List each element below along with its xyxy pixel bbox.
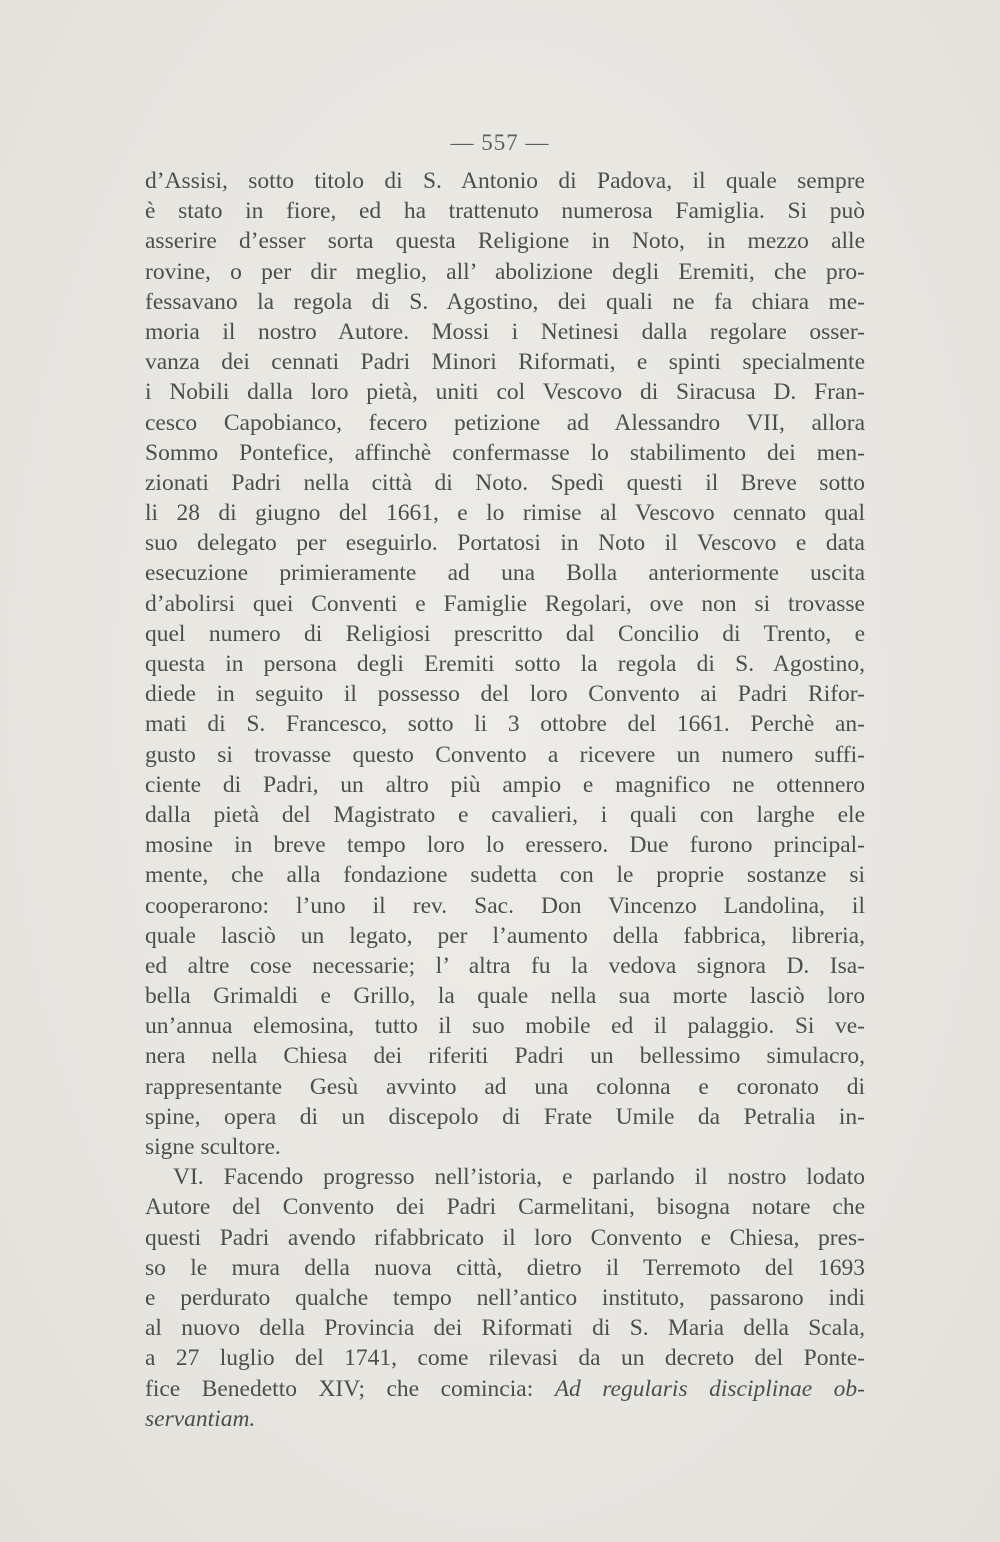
text-line: e perdurato qualche tempo nell’antico instituto, passarono indi <box>145 1284 865 1311</box>
text-line: dalla pietà del Magistrato e cavalieri, i quali con larghe ele <box>145 801 865 828</box>
text-line: un’annua elemosina, tutto il suo mobile ed il palaggio. Si ve- <box>145 1013 865 1040</box>
text-line: mente, che alla fondazione sudetta con le proprie sostanze si <box>145 862 865 889</box>
text-line: ciente di Padri, un altro più ampio e magnifico ne ottennero <box>145 771 865 798</box>
text-line: li 28 di giugno del 1661, e lo rimise al Vescovo cennato qual <box>145 500 865 527</box>
text-line: nera nella Chiesa dei riferiti Padri un bellessimo simulacro, <box>145 1043 865 1070</box>
body-text <box>145 166 865 1434</box>
text-line: so le mura della nuova città, dietro il Terremoto del 1693 <box>145 1254 865 1281</box>
text-line: asserire d’esser sorta questa Religione in Noto, in mezzo alle <box>145 228 865 255</box>
text-line: vanza dei cennati Padri Minori Riformati, e spinti specialmente <box>145 349 865 376</box>
text-line: spine, opera di un discepolo di Frate Umile da Petralia in- <box>145 1103 865 1130</box>
text-line-with-italic <box>145 1374 865 1404</box>
text-line: diede in seguito il possesso del loro Convento ai Padri Rifor- <box>145 681 865 708</box>
text-line: esecuzione primieramente ad una Bolla anteriormente uscita <box>145 560 865 587</box>
text-segment: fice Benedetto XIV; che comincia: <box>145 1375 555 1402</box>
text-line: quale lasciò un legato, per l’aumento della fabbrica, libreria, <box>145 922 865 949</box>
text-line: questa in persona degli Eremiti sotto la regola di S. Agostino, <box>145 651 865 677</box>
text-line: al nuovo della Provincia dei Riformati di S. Maria della Scala, <box>145 1315 865 1342</box>
text-line: questi Padri avendo rifabbricato il loro Convento e Chiesa, pres- <box>145 1224 865 1251</box>
text-line: suo delegato per eseguirlo. Portatosi in Noto il Vescovo e data <box>145 530 865 557</box>
text-line: ed altre cose necessarie; l’ altra fu la vedova signora D. Isa- <box>145 952 865 979</box>
text-line: rovine, o per dir meglio, all’ abolizione degli Eremiti, che pro- <box>145 258 865 285</box>
text-line: cooperarono: l’uno il rev. Sac. Don Vincenzo Landolina, il <box>145 892 865 919</box>
text-line: rappresentante Gesù avvinto ad una colonna e coronato di <box>145 1073 865 1100</box>
text-line: Autore del Convento dei Padri Carmelitani, bisogna notare che <box>145 1194 865 1221</box>
text-line: i Nobili dalla loro pietà, uniti col Vescovo di Siracusa D. Fran- <box>145 379 865 406</box>
text-line: mosine in breve tempo loro lo eressero. Due furono principal- <box>145 832 865 859</box>
text-line: fessavano la regola di S. Agostino, dei quali ne fa chiara me- <box>145 288 865 315</box>
text-line: zionati Padri nella città di Noto. Spedì questi il Breve sotto <box>145 469 865 496</box>
text-line: VI. Facendo progresso nell’istoria, e parlando il nostro lodato <box>173 1164 865 1191</box>
italic-quote: Ad regularis disciplinae ob- <box>554 1375 865 1402</box>
text-line: d’Assisi, sotto titolo di S. Antonio di Padova, il quale sempre <box>145 168 865 194</box>
text-line: gusto si trovasse questo Convento a ricevere un numero suffi- <box>145 741 865 768</box>
text-line: moria il nostro Autore. Mossi i Netinesi dalla regolare osser- <box>145 318 865 345</box>
text-line: d’abolirsi quei Conventi e Famiglie Regolari, ove non si trovasse <box>145 590 865 617</box>
text-line: bella Grimaldi e Grillo, la quale nella sua morte lasciò loro <box>145 983 865 1010</box>
text-line: cesco Capobianco, fecero petizione ad Alessandro VII, allora <box>145 409 865 436</box>
text-line: a 27 luglio del 1741, come rilevasi da un decreto del Ponte- <box>145 1345 865 1372</box>
text-line: quel numero di Religiosi prescritto dal Concilio di Trento, e <box>145 620 865 647</box>
italic-quote-end: servantiam. <box>145 1405 256 1432</box>
text-line: mati di S. Francesco, sotto li 3 ottobre del 1661. Perchè an- <box>145 711 865 738</box>
text-line: signe scultore. <box>145 1134 281 1160</box>
page-number: — 557 — <box>450 130 550 155</box>
text-line: Sommo Pontefice, affinchè confermasse lo stabilimento dei men- <box>145 439 865 466</box>
text-line: è stato in fiore, ed ha trattenuto numerosa Famiglia. Si può <box>145 198 865 225</box>
